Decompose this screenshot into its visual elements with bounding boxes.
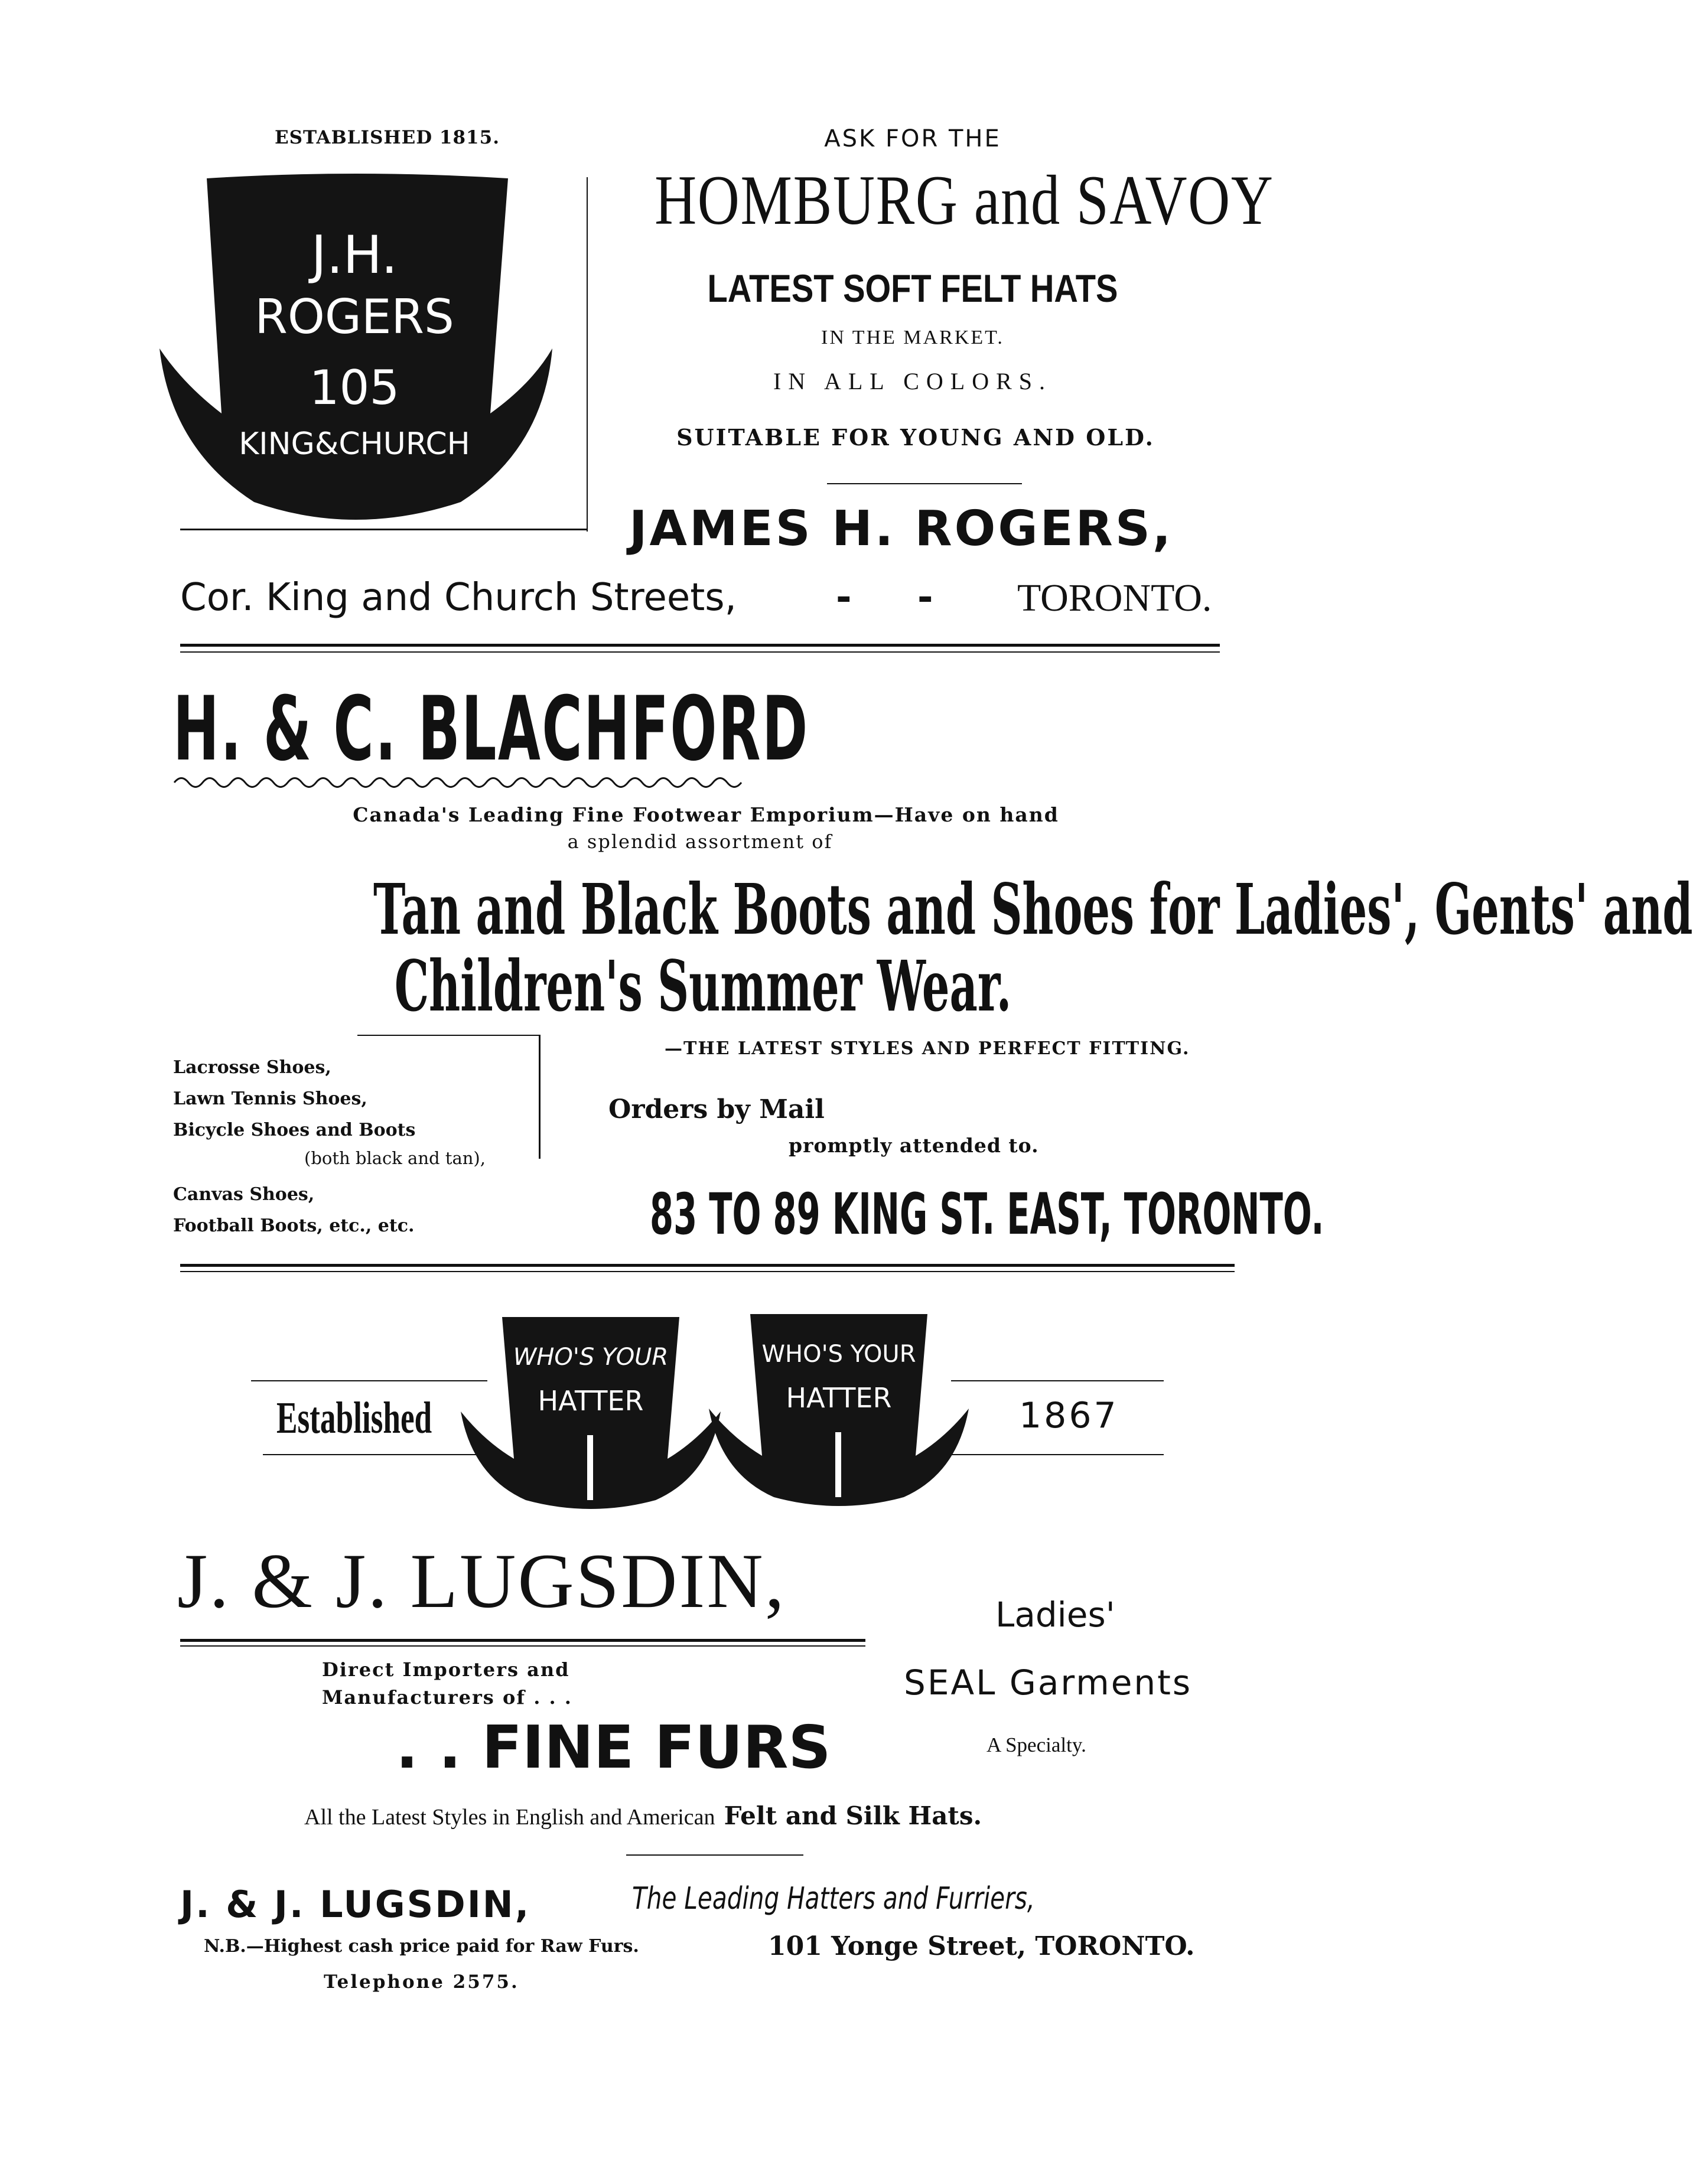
hat-text-street: KING&CHURCH: [239, 426, 470, 462]
title-underline-b: [180, 1645, 865, 1647]
ladies-label: Ladies': [995, 1595, 1115, 1635]
seal-garments: SEAL Garments: [904, 1663, 1193, 1703]
section-rule-2a: [180, 1264, 1235, 1267]
hat-text-hatter: HATTER: [538, 1385, 644, 1417]
lugsdin-title: J. & J. LUGSDIN,: [177, 1537, 786, 1624]
hat-text-rogers: ROGERS: [255, 289, 454, 344]
ask-for-label: ASK FOR THE: [824, 125, 1001, 152]
suitable-young-old: SUITABLE FOR YOUNG AND OLD.: [676, 424, 1155, 451]
blachford-headline-2: Children's Summer Wear.: [394, 945, 1012, 1027]
established-line-top: [251, 1380, 487, 1381]
year-line-bottom: [951, 1454, 1164, 1455]
rogers-hat-logo: [159, 171, 549, 526]
bracket-vertical: [539, 1035, 541, 1159]
item-canvas-shoes: Canvas Shoes,: [173, 1184, 315, 1205]
wavy-underline: [174, 774, 753, 791]
hat-text-whos-your: WHO'S YOUR: [513, 1344, 669, 1371]
section-rule-1a: [180, 644, 1220, 647]
promptly-attended: promptly attended to.: [789, 1134, 1039, 1157]
yonge-street-address: 101 Yonge Street, TORONTO.: [768, 1931, 1195, 1961]
homburg-savoy-title: HOMBURG and SAVOY: [655, 161, 1274, 239]
hat-underline: [180, 529, 588, 530]
address-dashes: - -: [836, 576, 933, 620]
established-line-bottom: [263, 1454, 490, 1455]
established-year: 1867: [1019, 1395, 1119, 1436]
rogers-address: Cor. King and Church Streets,: [180, 576, 737, 620]
leading-hatters-tagline: The Leading Hatters and Furriers,: [632, 1881, 1035, 1916]
styles-bold-text: Felt and Silk Hats.: [724, 1801, 982, 1830]
bracket-top-line: [357, 1035, 541, 1036]
footer-divider: [626, 1854, 803, 1856]
telephone-number: Telephone 2575.: [324, 1971, 519, 1993]
item-lawn-tennis-shoes: Lawn Tennis Shoes,: [173, 1088, 367, 1109]
hatter-hat-right: [709, 1308, 969, 1509]
established-label: Established: [276, 1393, 432, 1443]
latest-soft-felt-hats: LATEST SOFT FELT HATS: [707, 266, 1118, 310]
hat-text-whos-your: WHO'S YOUR: [761, 1341, 916, 1368]
blachford-headline-1: Tan and Black Boots and Shoes for Ladies', Gents' and: [373, 868, 1693, 950]
blachford-title: H. & C. BLACHFORD: [173, 678, 809, 781]
item-lacrosse-shoes: Lacrosse Shoes,: [173, 1057, 331, 1078]
raw-furs-note: N.B.—Highest cash price paid for Raw Furs.: [204, 1936, 639, 1957]
in-all-colors: IN ALL COLORS.: [773, 368, 1053, 395]
manufacturers-of: Manufacturers of . . .: [322, 1686, 572, 1709]
latest-styles-line: [304, 1801, 982, 1830]
established-label: ESTABLISHED 1815.: [275, 127, 500, 148]
james-rogers-name: JAMES H. ROGERS,: [629, 501, 1174, 557]
short-divider: [827, 483, 1022, 484]
latest-styles-line: —THE LATEST STYLES AND PERFECT FITTING.: [665, 1038, 1190, 1059]
blachford-intro-line1: Canada's Leading Fine Footwear Emporium—Have on hand: [353, 803, 1059, 826]
orders-by-mail: Orders by Mail: [608, 1094, 825, 1124]
styles-plain-text: All the Latest Styles in English and American: [304, 1805, 715, 1830]
section-rule-2b: [180, 1271, 1235, 1272]
rogers-city: TORONTO.: [1017, 576, 1212, 620]
item-bicycle-shoes: Bicycle Shoes and Boots: [173, 1120, 416, 1140]
blachford-address: 83 TO 89 KING ST. EAST, TORONTO.: [650, 1181, 1324, 1247]
fine-furs: . . FINE FURS: [396, 1713, 831, 1782]
a-specialty: A Specialty.: [987, 1733, 1086, 1756]
hat-text-number: 105: [309, 360, 400, 415]
vertical-divider: [587, 177, 588, 532]
item-both-colors: (both black and tan),: [304, 1148, 486, 1168]
hat-text-initials: J.H.: [311, 224, 398, 285]
direct-importers: Direct Importers and: [322, 1658, 570, 1681]
blachford-intro-line2: a splendid assortment of: [567, 830, 833, 853]
hatter-hat-left: [461, 1311, 721, 1512]
section-rule-1b: [180, 651, 1220, 653]
footer-lugsdin-name: J. & J. LUGSDIN,: [180, 1883, 531, 1926]
item-football-boots: Football Boots, etc., etc.: [173, 1215, 415, 1236]
year-line-top: [951, 1380, 1164, 1381]
hat-text-hatter: HATTER: [786, 1382, 892, 1414]
in-the-market: IN THE MARKET.: [821, 327, 1004, 348]
title-underline-a: [180, 1639, 865, 1642]
